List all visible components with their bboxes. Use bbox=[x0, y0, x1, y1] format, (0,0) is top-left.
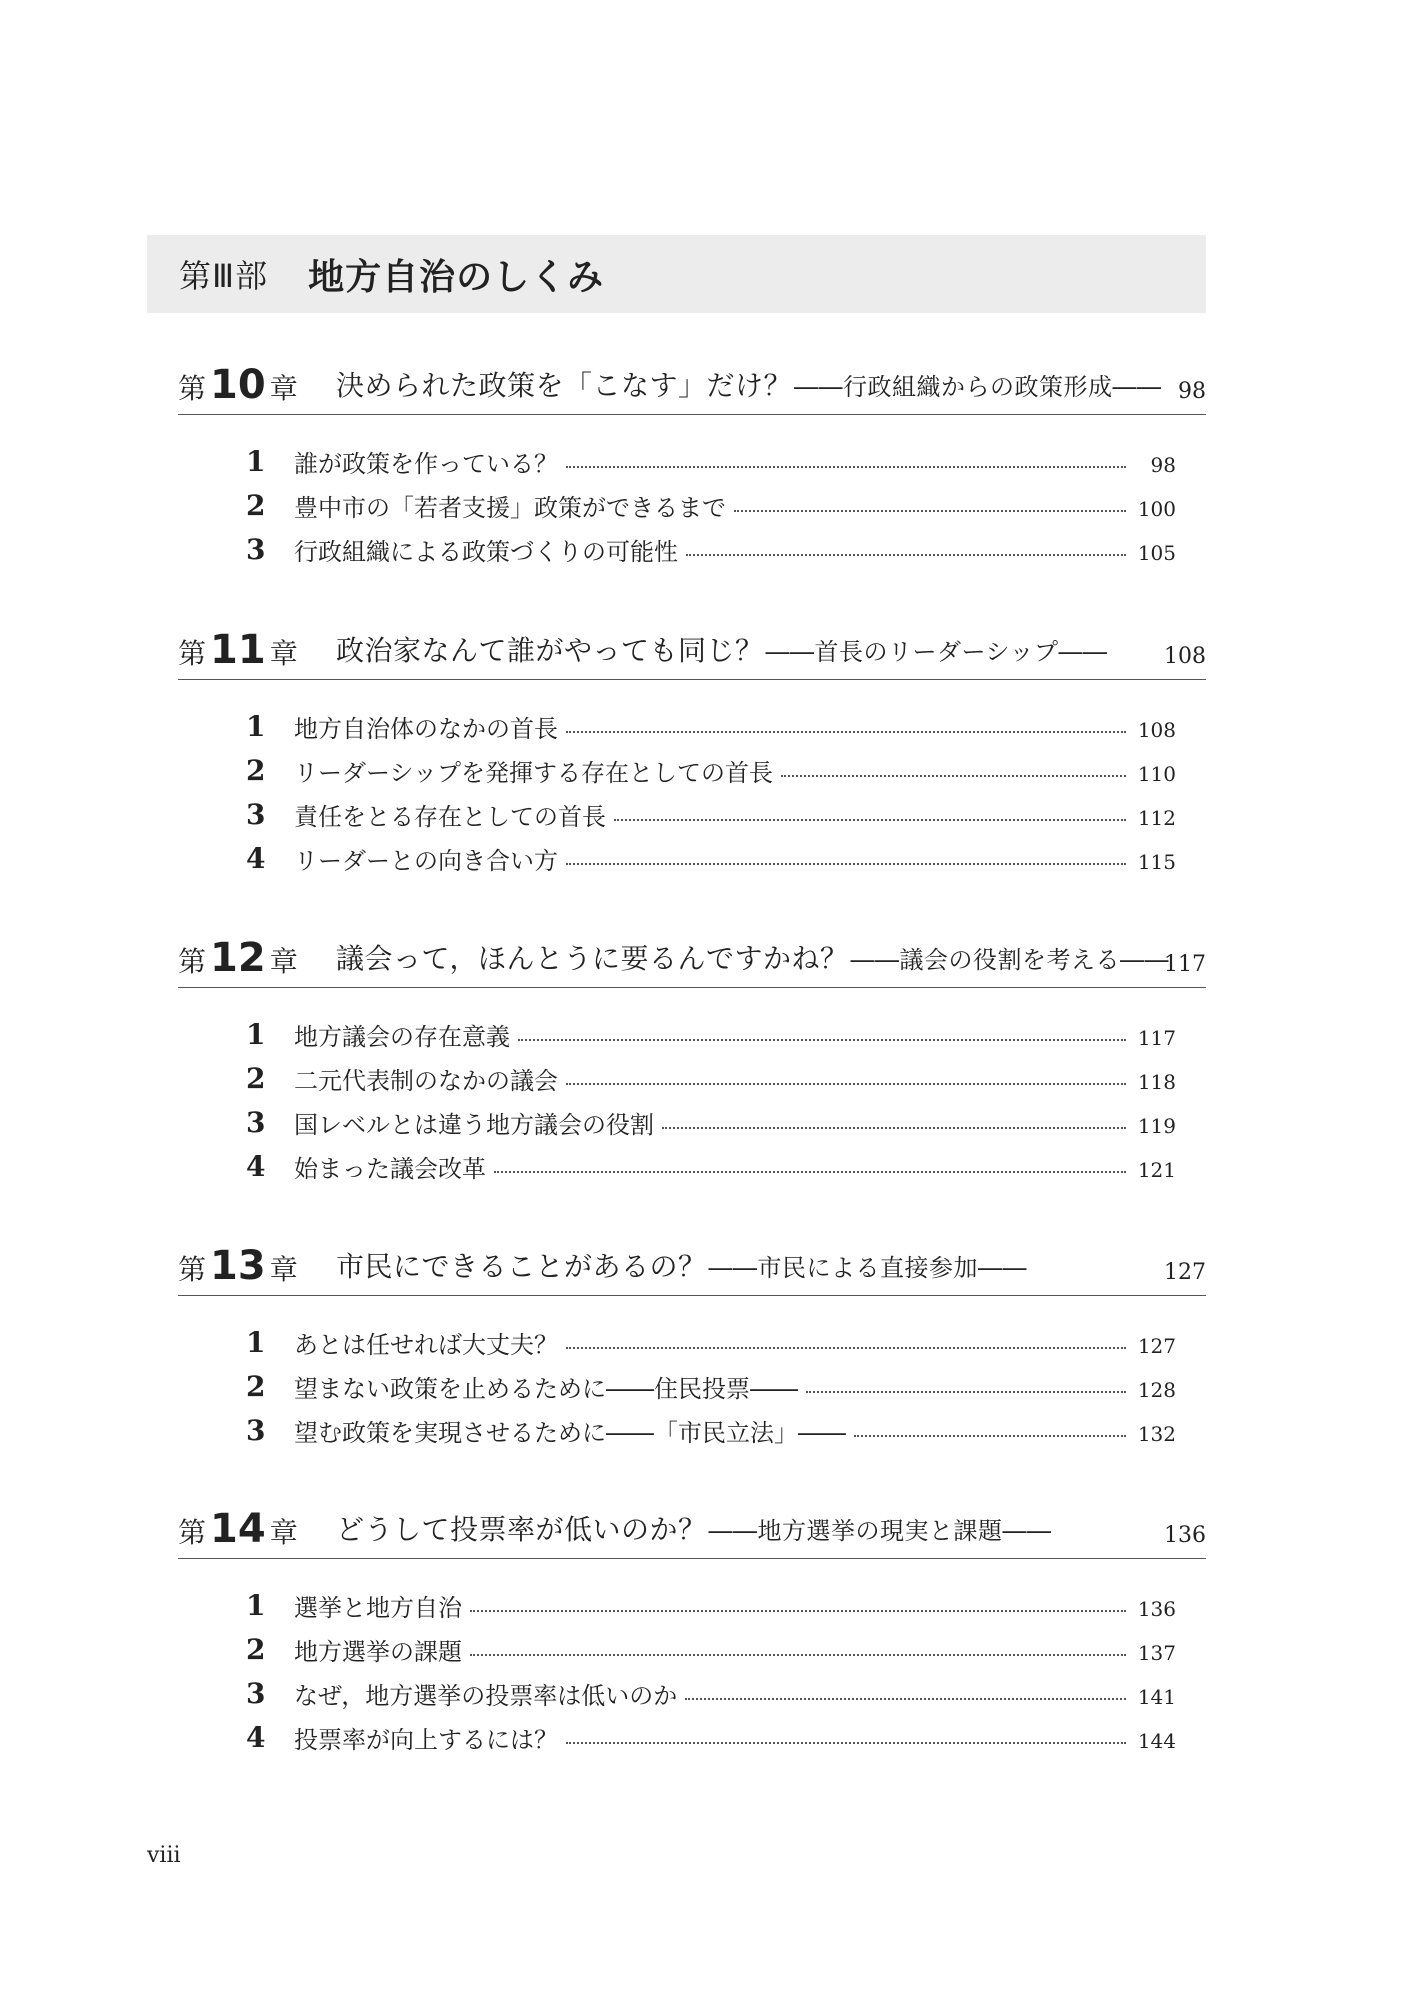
section-number: 4 bbox=[246, 841, 266, 875]
section-title: 地方選挙の課題 bbox=[294, 1637, 462, 1666]
chapter-number bbox=[178, 627, 298, 673]
section-title: 国レベルとは違う地方議会の役割 bbox=[294, 1110, 654, 1139]
section-page: 118 bbox=[1137, 1070, 1176, 1094]
section-page: 144 bbox=[1137, 1729, 1176, 1753]
chapter-num: 11 bbox=[210, 627, 266, 673]
section-item bbox=[178, 483, 1206, 527]
section-list bbox=[178, 1583, 1206, 1759]
section-number: 2 bbox=[246, 1061, 266, 1095]
chapter-subtitle: ――市民による直接参加―― bbox=[708, 1254, 1028, 1282]
section-number: 3 bbox=[246, 1413, 266, 1447]
chapter-page: 136 bbox=[1164, 1523, 1206, 1548]
part-title: 地方自治のしくみ bbox=[308, 256, 605, 298]
dot-leader bbox=[781, 775, 1126, 777]
section-item bbox=[178, 1364, 1206, 1408]
section-item bbox=[178, 704, 1206, 748]
chapter-suffix: 章 bbox=[269, 1516, 298, 1549]
section-page: 98 bbox=[1150, 453, 1176, 477]
chapter-heading bbox=[178, 615, 1206, 680]
chapter-title-text: 決められた政策を「こなす」だけ？ bbox=[336, 369, 793, 402]
chapter-14 bbox=[178, 1494, 1206, 1759]
section-item bbox=[178, 527, 1206, 571]
chapter-prefix: 第 bbox=[178, 637, 207, 670]
chapter-subtitle: ――議会の役割を考える―― bbox=[850, 946, 1169, 974]
section-title: 地方自治体のなかの首長 bbox=[294, 714, 558, 743]
section-page: 108 bbox=[1137, 718, 1176, 742]
chapter-title bbox=[336, 1508, 1052, 1548]
section-title: あとは任せれば大丈夫？ bbox=[294, 1330, 558, 1359]
chapter-heading bbox=[178, 1494, 1206, 1559]
chapter-page: 98 bbox=[1178, 379, 1206, 404]
part-banner bbox=[147, 235, 1206, 313]
dot-leader bbox=[566, 466, 1126, 468]
section-title: 始まった議会改革 bbox=[294, 1154, 486, 1183]
chapter-subtitle: ――地方選挙の現実と課題―― bbox=[708, 1517, 1052, 1545]
section-page: 127 bbox=[1137, 1334, 1176, 1358]
section-list bbox=[178, 1012, 1206, 1188]
chapter-number bbox=[178, 1506, 298, 1552]
dot-leader bbox=[685, 1698, 1126, 1700]
chapter-page: 127 bbox=[1164, 1260, 1206, 1285]
section-title: 望まない政策を止めるために――住民投票―― bbox=[294, 1374, 798, 1403]
chapter-heading bbox=[178, 350, 1206, 415]
section-page: 115 bbox=[1137, 850, 1176, 874]
section-page: 110 bbox=[1137, 762, 1176, 786]
section-number: 2 bbox=[246, 488, 266, 522]
section-page: 136 bbox=[1137, 1597, 1176, 1621]
section-number: 4 bbox=[246, 1149, 266, 1183]
section-title: リーダーシップを発揮する存在としての首長 bbox=[294, 758, 774, 787]
section-title: 地方議会の存在意義 bbox=[294, 1022, 510, 1051]
section-number: 3 bbox=[246, 1676, 266, 1710]
dot-leader bbox=[662, 1127, 1126, 1129]
section-page: 105 bbox=[1137, 541, 1176, 565]
chapter-suffix: 章 bbox=[269, 372, 298, 405]
section-number: 3 bbox=[246, 797, 266, 831]
dot-leader bbox=[470, 1654, 1126, 1656]
chapter-prefix: 第 bbox=[178, 945, 207, 978]
section-title: リーダーとの向き合い方 bbox=[294, 846, 558, 875]
section-list bbox=[178, 704, 1206, 880]
chapter-prefix: 第 bbox=[178, 372, 207, 405]
section-number: 2 bbox=[246, 1369, 266, 1403]
section-page: 137 bbox=[1137, 1641, 1176, 1665]
section-number: 1 bbox=[246, 709, 266, 743]
section-title: 誰が政策を作っている？ bbox=[294, 449, 558, 478]
dot-leader bbox=[566, 1083, 1126, 1085]
chapter-title bbox=[336, 937, 1169, 977]
section-number: 2 bbox=[246, 1632, 266, 1666]
section-page: 121 bbox=[1137, 1158, 1176, 1182]
dot-leader bbox=[566, 1742, 1126, 1744]
part-label: 第Ⅲ部 bbox=[179, 257, 269, 295]
chapter-num: 12 bbox=[210, 935, 266, 981]
dot-leader bbox=[518, 1039, 1126, 1041]
chapter-heading bbox=[178, 923, 1206, 988]
section-item bbox=[178, 748, 1206, 792]
dot-leader bbox=[566, 1347, 1126, 1349]
section-page: 128 bbox=[1137, 1378, 1176, 1402]
chapter-num: 10 bbox=[210, 362, 266, 408]
section-item bbox=[178, 1320, 1206, 1364]
section-number: 3 bbox=[246, 1105, 266, 1139]
chapter-prefix: 第 bbox=[178, 1253, 207, 1286]
section-number: 1 bbox=[246, 1325, 266, 1359]
section-page: 141 bbox=[1137, 1685, 1176, 1709]
section-item bbox=[178, 1144, 1206, 1188]
chapter-11 bbox=[178, 615, 1206, 880]
section-title: 投票率が向上するには？ bbox=[294, 1725, 558, 1754]
chapter-10 bbox=[178, 350, 1206, 571]
chapter-suffix: 章 bbox=[269, 1253, 298, 1286]
chapter-number bbox=[178, 1243, 298, 1289]
chapter-heading bbox=[178, 1231, 1206, 1296]
section-item bbox=[178, 1715, 1206, 1759]
section-page: 117 bbox=[1137, 1026, 1176, 1050]
chapter-suffix: 章 bbox=[269, 945, 298, 978]
chapter-num: 13 bbox=[210, 1243, 266, 1289]
section-title: 行政組織による政策づくりの可能性 bbox=[294, 537, 678, 566]
chapter-12 bbox=[178, 923, 1206, 1188]
section-item bbox=[178, 1627, 1206, 1671]
dot-leader bbox=[614, 819, 1126, 821]
section-item bbox=[178, 1012, 1206, 1056]
section-item bbox=[178, 1671, 1206, 1715]
section-item bbox=[178, 1583, 1206, 1627]
section-item bbox=[178, 1056, 1206, 1100]
section-page: 132 bbox=[1137, 1422, 1176, 1446]
chapter-title-text: 議会って，ほんとうに要るんですかね？ bbox=[336, 942, 849, 975]
section-number: 1 bbox=[246, 444, 266, 478]
dot-leader bbox=[734, 510, 1126, 512]
section-number: 1 bbox=[246, 1017, 266, 1051]
chapter-title bbox=[336, 629, 1108, 669]
section-title: 豊中市の「若者支援」政策ができるまで bbox=[294, 493, 726, 522]
section-item bbox=[178, 836, 1206, 880]
section-list bbox=[178, 439, 1206, 571]
dot-leader bbox=[566, 863, 1126, 865]
chapter-number bbox=[178, 935, 298, 981]
dot-leader bbox=[494, 1171, 1126, 1173]
chapter-num: 14 bbox=[210, 1506, 266, 1552]
section-title: 責任をとる存在としての首長 bbox=[294, 802, 606, 831]
page-folio: viii bbox=[147, 1843, 181, 1868]
chapter-suffix: 章 bbox=[269, 637, 298, 670]
section-number: 1 bbox=[246, 1588, 266, 1622]
chapter-prefix: 第 bbox=[178, 1516, 207, 1549]
dot-leader bbox=[566, 731, 1126, 733]
section-item bbox=[178, 1408, 1206, 1452]
section-item bbox=[178, 439, 1206, 483]
section-number: 2 bbox=[246, 753, 266, 787]
section-title: 選挙と地方自治 bbox=[294, 1593, 462, 1622]
chapter-title-text: 政治家なんて誰がやっても同じ？ bbox=[336, 634, 764, 667]
dot-leader bbox=[686, 554, 1126, 556]
section-number: 3 bbox=[246, 532, 266, 566]
section-item bbox=[178, 792, 1206, 836]
chapter-title bbox=[336, 364, 1162, 404]
section-page: 112 bbox=[1137, 806, 1176, 830]
dot-leader bbox=[470, 1610, 1126, 1612]
chapter-title-text: どうして投票率が低いのか？ bbox=[336, 1513, 707, 1546]
section-list bbox=[178, 1320, 1206, 1452]
chapter-title-text: 市民にできることがあるの？ bbox=[336, 1250, 707, 1283]
section-title: なぜ，地方選挙の投票率は低いのか bbox=[294, 1681, 678, 1710]
section-page: 100 bbox=[1137, 497, 1176, 521]
chapter-page: 117 bbox=[1164, 952, 1206, 977]
section-page: 119 bbox=[1137, 1114, 1176, 1138]
chapter-13 bbox=[178, 1231, 1206, 1452]
section-number: 4 bbox=[246, 1720, 266, 1754]
chapter-title bbox=[336, 1245, 1027, 1285]
section-title: 望む政策を実現させるために――「市民立法」―― bbox=[294, 1418, 846, 1447]
section-item bbox=[178, 1100, 1206, 1144]
dot-leader bbox=[854, 1435, 1126, 1437]
chapter-subtitle: ――首長のリーダーシップ―― bbox=[765, 638, 1108, 666]
chapter-page: 108 bbox=[1164, 644, 1206, 669]
section-title: 二元代表制のなかの議会 bbox=[294, 1066, 558, 1095]
chapter-number bbox=[178, 362, 298, 408]
dot-leader bbox=[806, 1391, 1126, 1393]
chapter-subtitle: ――行政組織からの政策形成―― bbox=[794, 373, 1162, 401]
